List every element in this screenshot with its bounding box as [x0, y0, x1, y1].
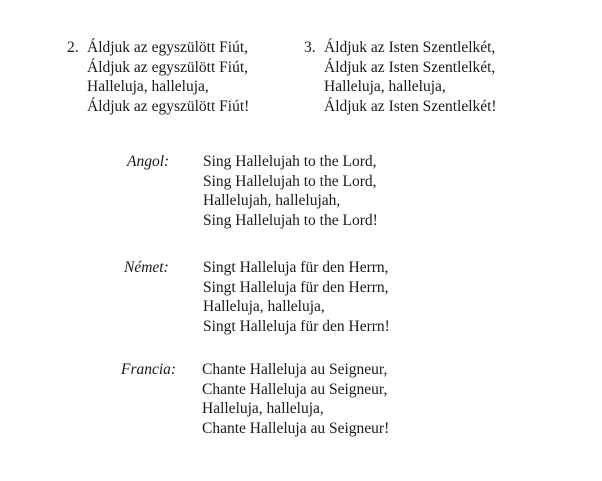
stanza-number: 3.	[304, 39, 316, 56]
translation-line: Halleluja, halleluja,	[202, 400, 324, 418]
stanza-line: Áldjuk az Isten Szentlelkét,	[324, 39, 496, 56]
translation-line: Sing Hallelujah to the Lord,	[203, 172, 377, 190]
translation-line: Hallelujah, hallelujah,	[203, 192, 341, 210]
translation-line: Sing Hallelujah to the Lord,	[203, 153, 377, 170]
stanza-line: Halleluja, halleluja,	[87, 78, 209, 96]
translation-lines	[202, 360, 389, 438]
stanza-lines	[324, 38, 497, 116]
translation-line: Singt Halleluja für den Herrn,	[203, 259, 389, 276]
translation-lines	[203, 152, 378, 230]
translation-line: Singt Halleluja für den Herrn,	[203, 278, 389, 296]
stanza-line: Áldjuk az Isten Szentlelkét,	[324, 58, 496, 76]
language-label: Német:	[124, 259, 169, 276]
language-label: Angol:	[127, 153, 170, 170]
stanza-number: 2.	[67, 39, 79, 56]
stanza-3	[304, 38, 497, 116]
translation-line: Halleluja, halleluja,	[203, 298, 325, 316]
stanza-lines	[87, 38, 249, 116]
translation-line: Chante Halleluja au Seigneur,	[202, 380, 388, 398]
stanza-line: Halleluja, halleluja,	[324, 78, 446, 96]
stanza-line: Áldjuk az egyszülött Fiút!	[87, 97, 250, 115]
stanza-2	[67, 38, 249, 116]
stanza-line: Áldjuk az Isten Szentlelkét!	[324, 97, 497, 115]
translation-line: Chante Halleluja au Seigneur,	[202, 361, 388, 378]
translation-line: Singt Halleluja für den Herrn!	[203, 317, 390, 335]
stanza-line: Áldjuk az egyszülött Fiút,	[87, 39, 249, 56]
translation-line: Sing Hallelujah to the Lord!	[203, 211, 378, 229]
stanza-line: Áldjuk az egyszülött Fiút,	[87, 58, 249, 76]
language-label: Francia:	[121, 361, 177, 378]
translation-lines	[203, 258, 390, 336]
translation-line: Chante Halleluja au Seigneur!	[202, 419, 390, 437]
